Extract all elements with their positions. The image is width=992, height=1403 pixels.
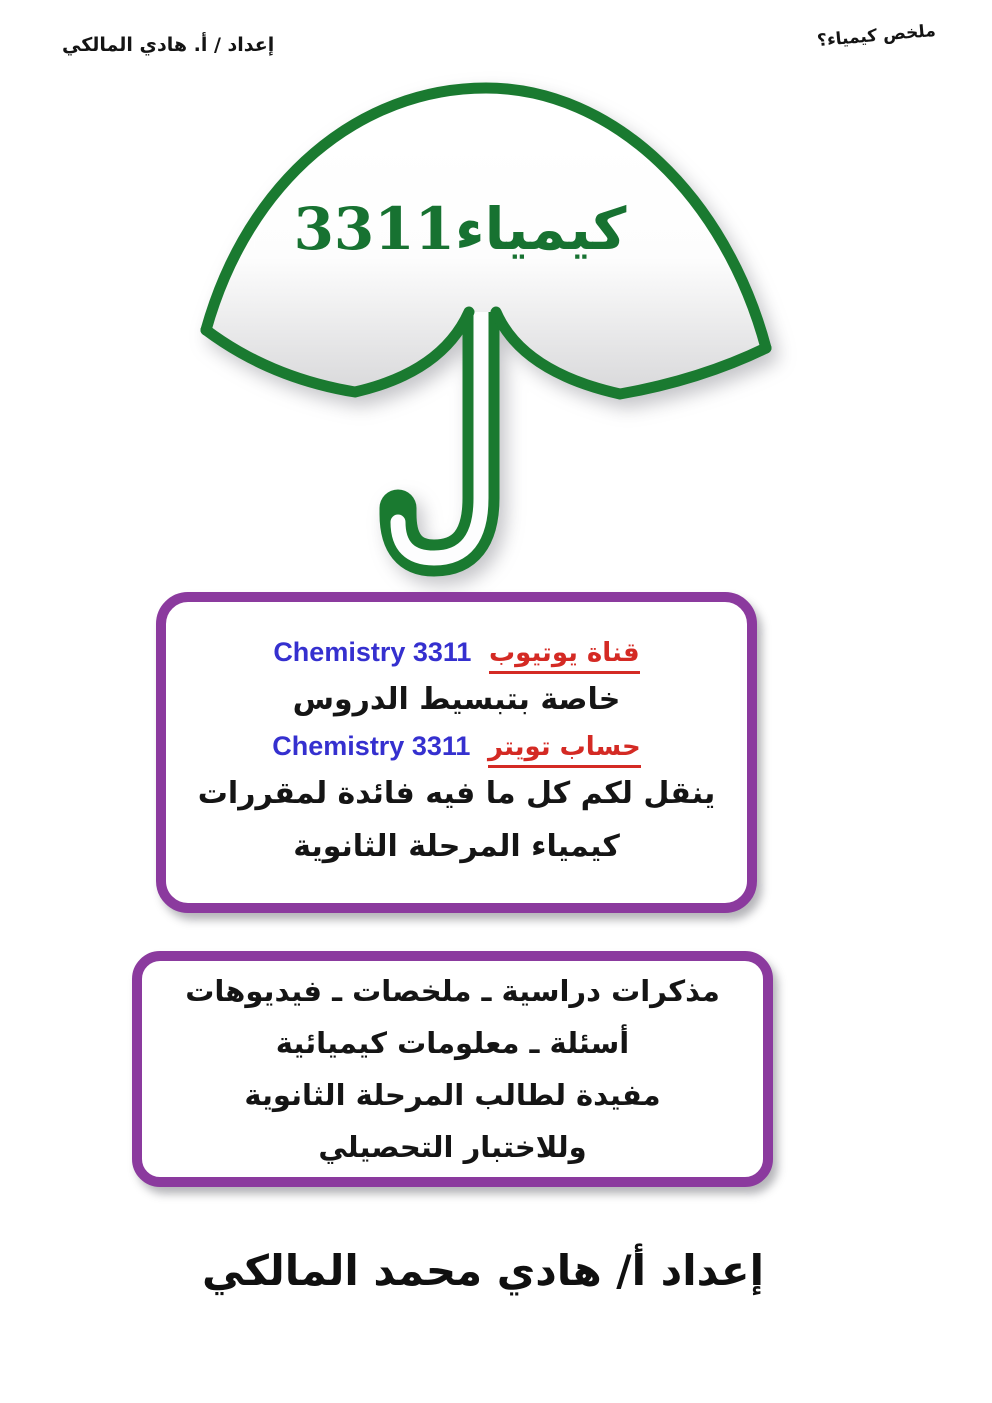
twitter-account-line	[272, 726, 640, 768]
youtube-channel-line	[273, 632, 639, 674]
contents-line: مفيدة لطالب المرحلة الثانوية	[244, 1078, 661, 1112]
course-title: كيمياء3311	[293, 195, 627, 263]
youtube-channel-name-en: Chemistry 3311	[273, 636, 472, 667]
author-signature: إعداد أ/ هادي محمد المالكي	[202, 1246, 764, 1295]
header-author-note: إعداد / أ. هادي المالكي	[62, 34, 275, 56]
umbrella-graphic	[170, 80, 800, 580]
twitter-account-name-en: Chemistry 3311	[272, 731, 471, 762]
contents-box	[132, 951, 773, 1187]
contents-line: مذكرات دراسية ـ ملخصات ـ فيديوهات	[185, 973, 720, 1008]
youtube-channel-label-ar: قناة يوتيوب	[489, 638, 640, 674]
header-subject-note: ملخص كيمياء؟	[816, 20, 937, 52]
umbrella-icon	[170, 80, 800, 580]
twitter-description-line-1: ينقل لكم كل ما فيه فائدة لمقررات	[197, 776, 716, 812]
twitter-description-line-2: كيمياء المرحلة الثانوية	[293, 828, 620, 864]
twitter-account-label-ar: حساب تويتر	[488, 732, 641, 768]
contents-line: أسئلة ـ معلومات كيميائية	[275, 1025, 630, 1060]
channels-info-box	[156, 592, 757, 913]
contents-line: وللاختبار التحصيلي	[318, 1130, 587, 1165]
youtube-description-line: خاصة بتبسيط الدروس	[292, 681, 621, 717]
